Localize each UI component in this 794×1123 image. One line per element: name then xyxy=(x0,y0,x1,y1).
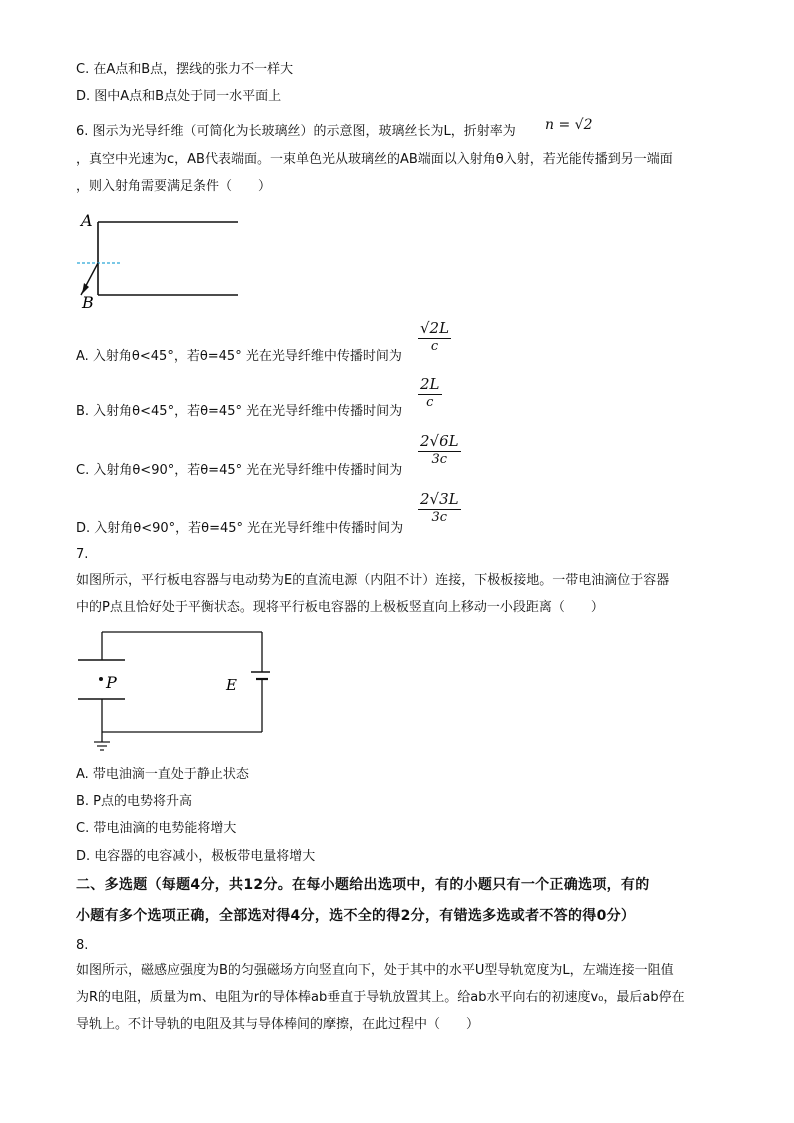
label-p: P xyxy=(106,673,117,692)
section-heading-line1: 二、多选题（每题4分，共12分。在每小题给出选项中，有的小题只有一个正确选项，有的 xyxy=(76,877,650,893)
q5-option-d: D. 图中A点和B点处于同一水平面上 xyxy=(76,89,282,104)
q6-refractive-index: n = √2 xyxy=(545,117,593,133)
q8-stem-line1: 如图所示，磁感应强度为B的匀强磁场方向竖直向下，处于其中的水平U型导轨宽度为L，左端连接一阻值 xyxy=(76,963,674,978)
q6-stem-line1: 6. 图示为光导纤维（可简化为长玻璃丝）的示意图，玻璃丝长为L，折射率为 xyxy=(76,124,516,139)
label-b: B xyxy=(82,293,94,312)
label-e: E xyxy=(226,676,237,694)
q5-option-c: C. 在A点和B点，摆线的张力不一样大 xyxy=(76,62,294,77)
q6-stem-line3: ，则入射角需要满足条件（ ） xyxy=(76,179,272,194)
capacitor-circuit-diagram xyxy=(70,626,270,756)
label-a: A xyxy=(81,211,93,230)
q6-option-d-fraction: $\frac{2√3L}{3c}$ xyxy=(420,490,459,525)
q8-number: 8. xyxy=(76,938,89,953)
q7-number: 7. xyxy=(76,547,89,562)
q6-option-a: A. 入射角θ<45°，若θ=45° 光在光导纤维中传播时间为 xyxy=(76,349,402,364)
optical-fiber-diagram xyxy=(74,208,244,312)
q6-stem-line2: ，真空中光速为c，AB代表端面。一束单色光从玻璃丝的AB端面以入射角θ入射，若光能传播到另一端面 xyxy=(76,152,673,167)
q6-option-a-fraction: $\frac{√2L}{c}$ xyxy=(420,319,450,354)
q6-option-d: D. 入射角θ<90°，若θ=45° 光在光导纤维中传播时间为 xyxy=(76,521,404,536)
q6-option-c-fraction: $\frac{2√6L}{3c}$ xyxy=(420,432,459,467)
q8-stem-line3: 导轨上。不计导轨的电阻及其与导体棒间的摩擦，在此过程中（ ） xyxy=(76,1017,480,1032)
q7-option-b: B. P点的电势将升高 xyxy=(76,794,193,809)
q8-stem-line2: 为R的电阻，质量为m、电阻为r的导体棒ab垂直于导轨放置其上。给ab水平向右的初速度v₀，最后ab停在 xyxy=(76,990,685,1005)
section-heading-line2: 小题有多个选项正确，全部选对得4分，选不全的得2分，有错选多选或者不答的得0分） xyxy=(76,908,636,924)
q7-option-c: C. 带电油滴的电势能将增大 xyxy=(76,821,237,836)
q7-option-a: A. 带电油滴一直处于静止状态 xyxy=(76,767,249,782)
q6-option-b: B. 入射角θ<45°，若θ=45° 光在光导纤维中传播时间为 xyxy=(76,404,403,419)
q7-stem-line2: 中的P点且恰好处于平衡状态。现将平行板电容器的上极板竖直向上移动一小段距离（ ） xyxy=(76,600,604,615)
q7-option-d: D. 电容器的电容减小，极板带电量将增大 xyxy=(76,849,316,864)
q7-stem-line1: 如图所示，平行板电容器与电动势为E的直流电源（内阻不计）连接，下极板接地。一带电油滴位于容器 xyxy=(76,573,670,588)
q6-option-c: C. 入射角θ<90°，若θ=45° 光在光导纤维中传播时间为 xyxy=(76,463,403,478)
q6-option-b-fraction: $\frac{2L}{c}$ xyxy=(420,375,440,410)
